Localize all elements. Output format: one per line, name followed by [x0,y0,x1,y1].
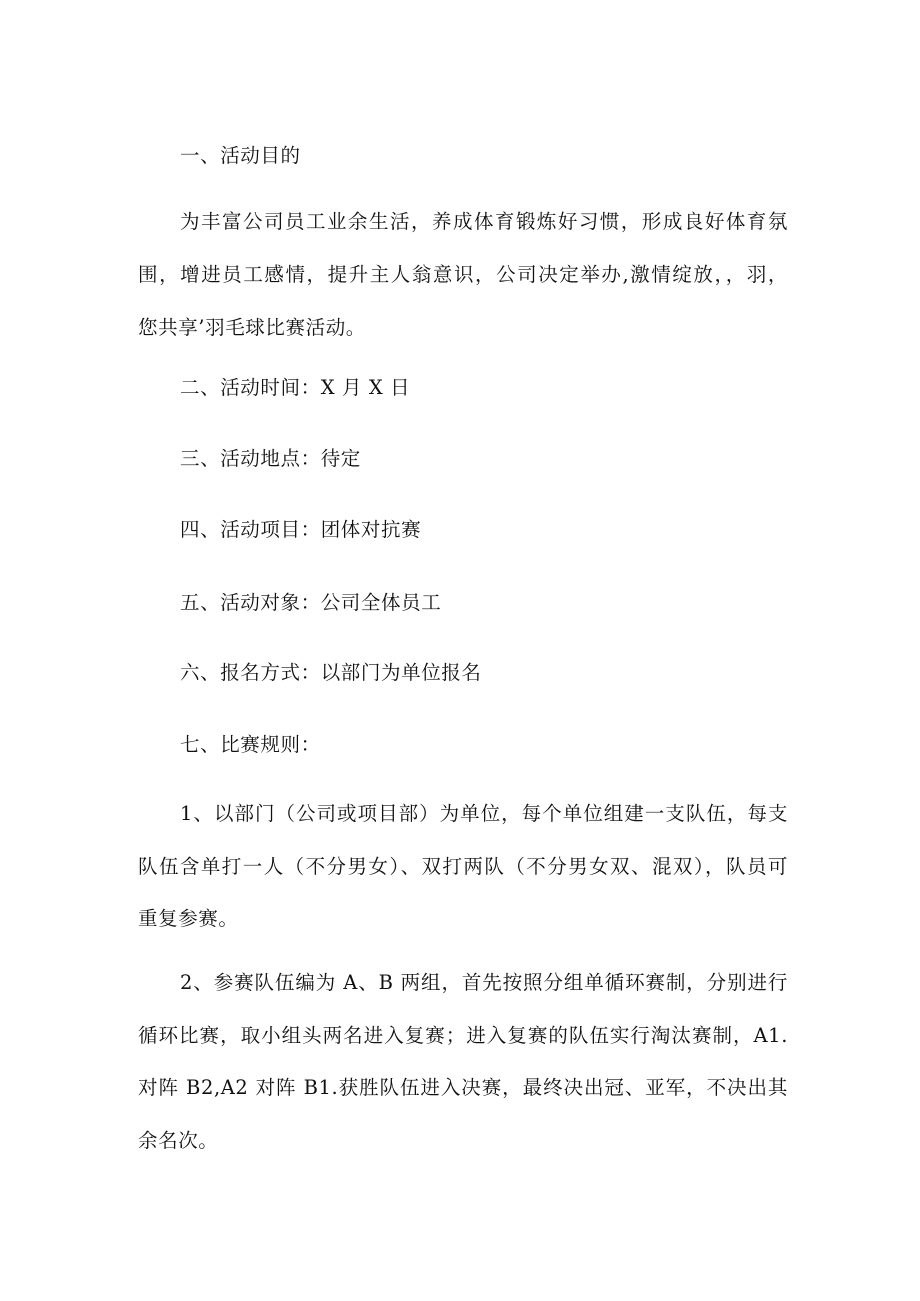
rule-1-line-1: 1、以部门（公司或项目部）为单位，每个单位组建一支队伍，每支 [180,802,788,825]
section-1-body-line-3: 您共享’羽毛球比赛活动。 [138,316,366,339]
section-1-heading: 一、活动目的 [180,144,301,167]
rule-2-line-2: 循环比赛，取小组头两名进入复赛；进入复赛的队伍实行淘汰赛制，A1. [138,1024,788,1047]
section-5-target: 五、活动对象：公司全体员工 [180,591,442,614]
section-7-heading: 七、比赛规则： [180,733,321,756]
rule-2-line-1: 2、参赛队伍编为 A、B 两组，首先按照分组单循环赛制，分别进行 [180,971,788,994]
section-3-location: 三、活动地点：待定 [180,447,361,470]
rule-1-line-2: 队伍含单打一人（不分男女）、双打两队（不分男女双、混双），队员可 [138,855,788,878]
rule-1-line-3: 重复参赛。 [138,907,239,930]
section-1-body-line-2: 围，增进员工感情，提升主人翁意识，公司决定举办,激情绽放，，羽， [138,263,788,286]
section-2-time: 二、活动时间：X 月 X 日 [180,376,411,399]
section-6-registration: 六、报名方式：以部门为单位报名 [180,661,482,684]
rule-2-line-3: 对阵 B2,A2 对阵 B1.获胜队伍进入决赛，最终决出冠、亚军，不决出其 [138,1076,788,1099]
rule-2-line-4: 余名次。 [138,1129,219,1152]
section-1-body-line-1: 为丰富公司员工业余生活，养成体育锻炼好习惯，形成良好体育氛 [180,210,788,233]
section-4-project: 四、活动项目：团体对抗赛 [180,518,422,541]
